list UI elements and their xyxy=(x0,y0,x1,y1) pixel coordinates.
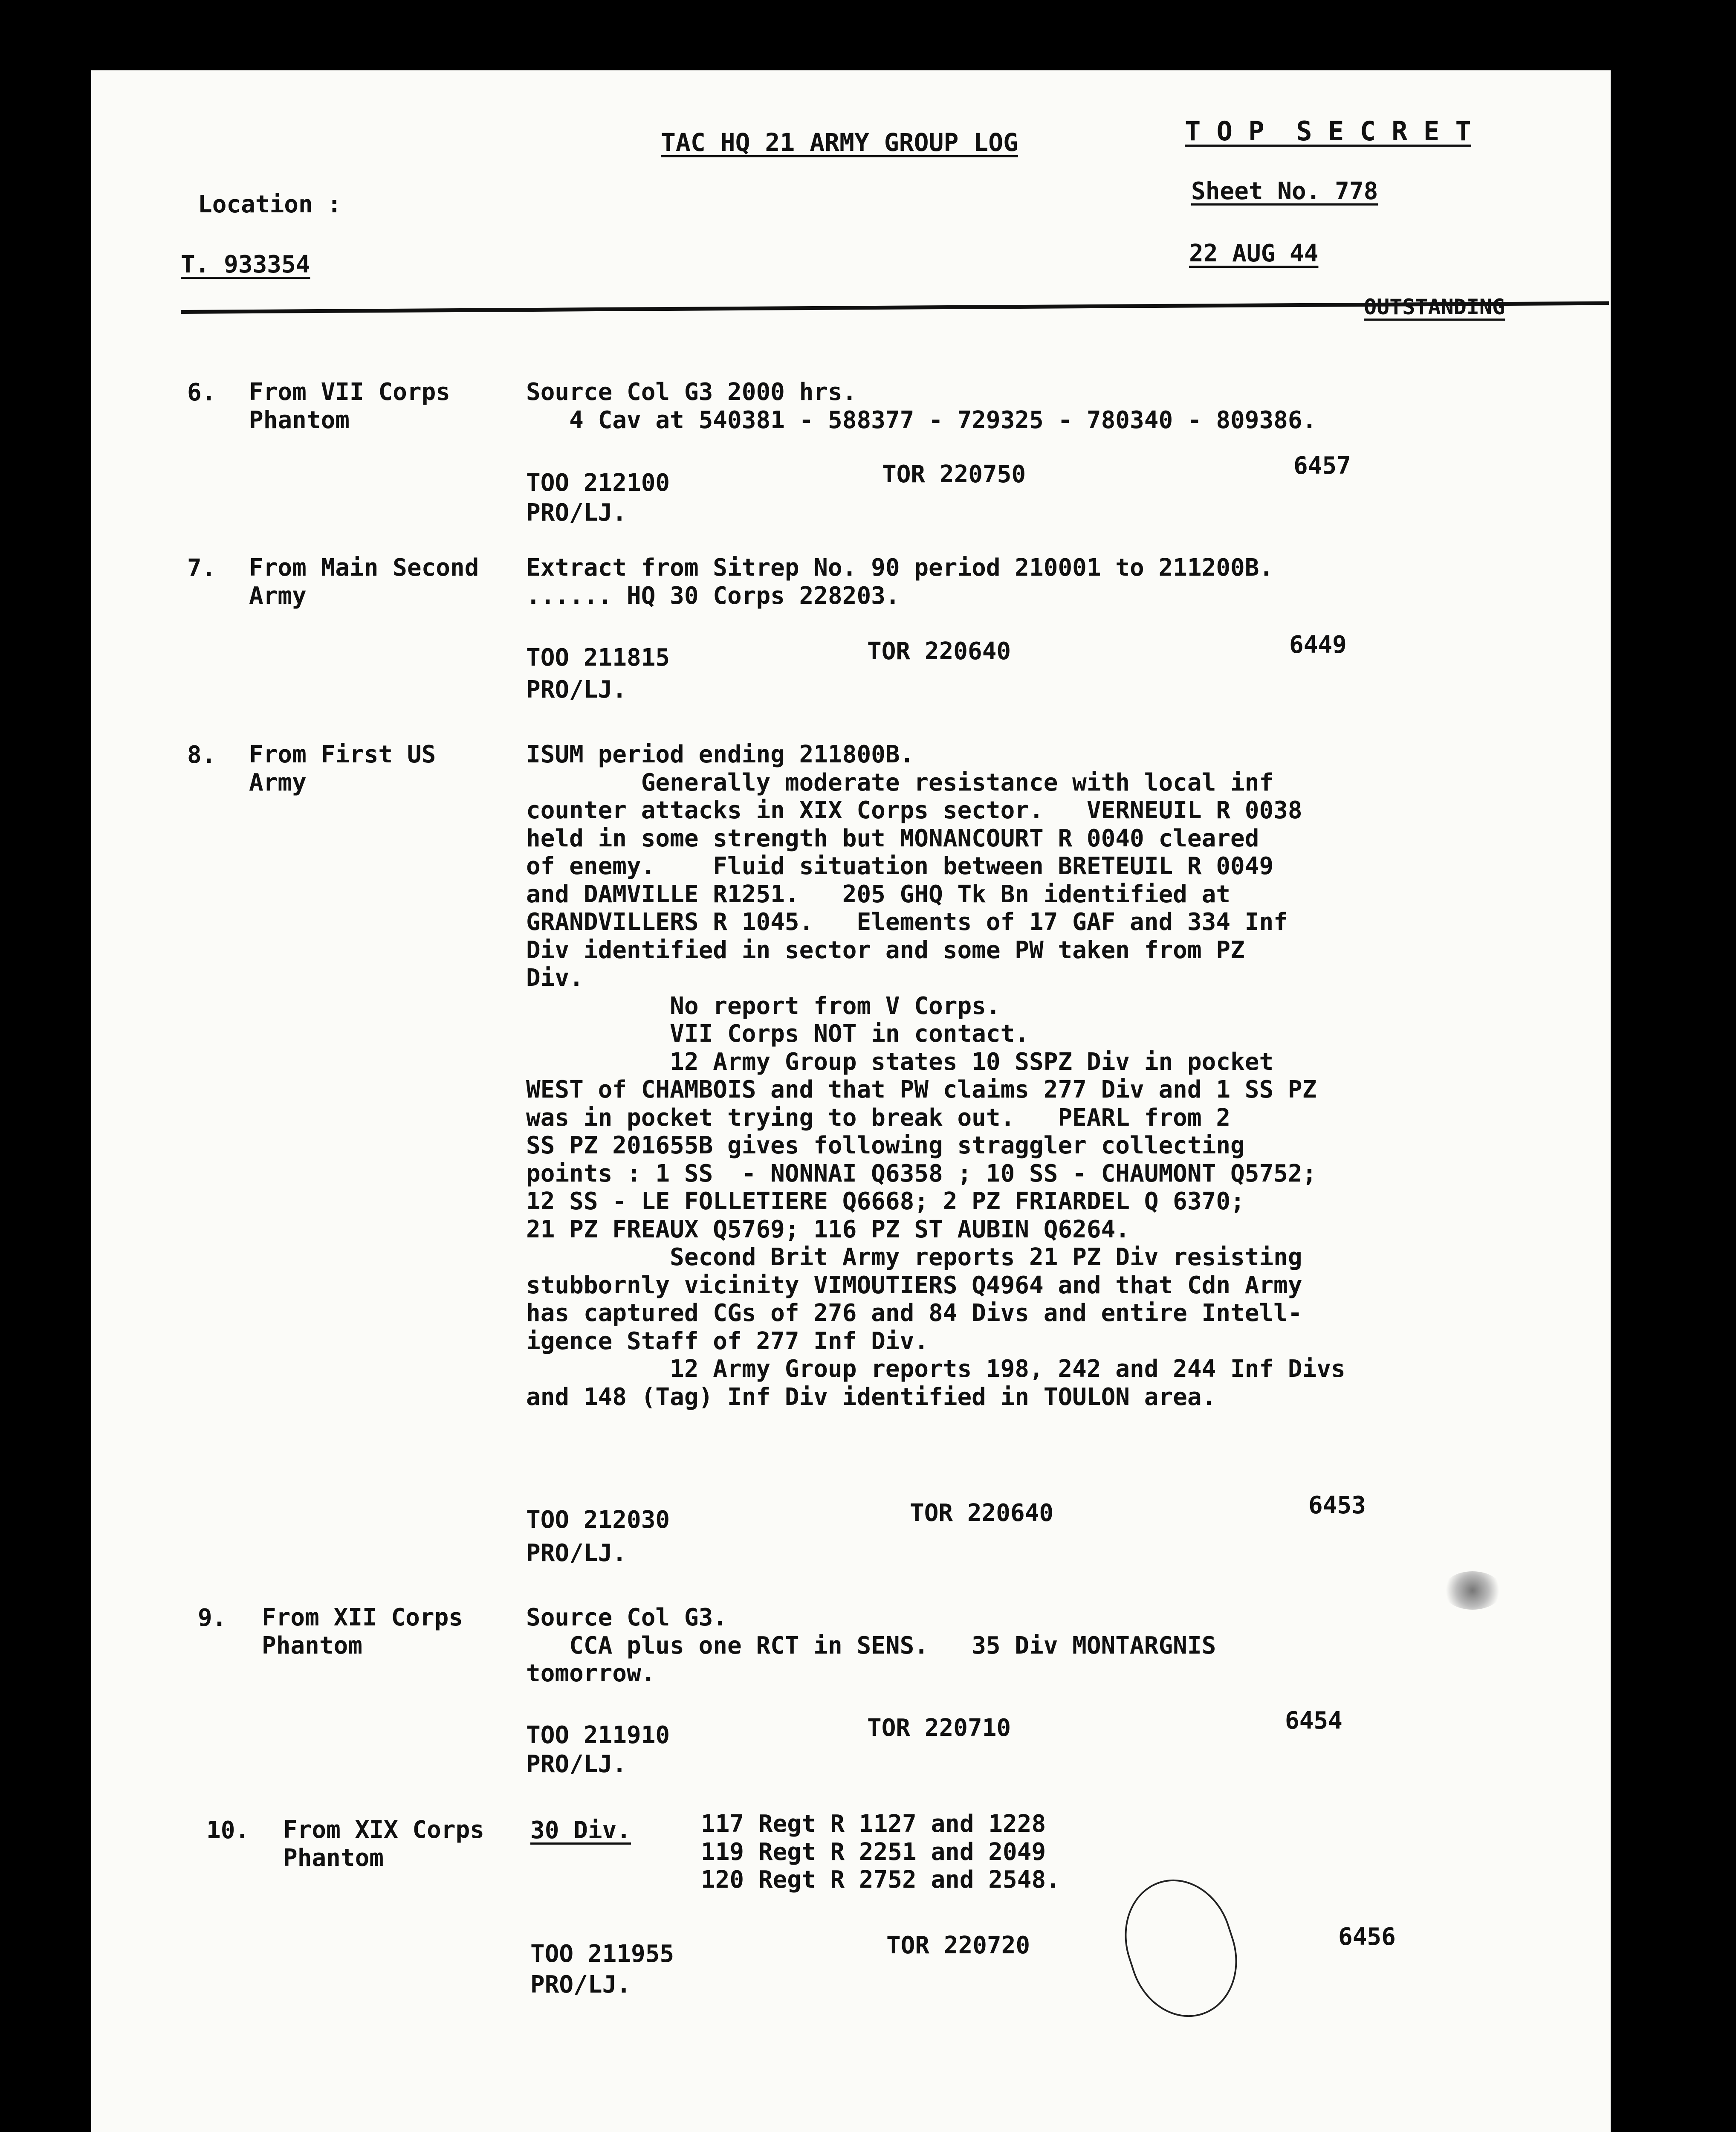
status-label: OUTSTANDING xyxy=(1364,295,1505,319)
entry-text: Source Col G3. CCA plus one RCT in SENS. 35 Div MONTARGNIS tomorrow. xyxy=(526,1604,1216,1687)
message-reference: 6449 xyxy=(1289,631,1347,659)
entry-number: 8. xyxy=(187,741,216,769)
entry-number: 10. xyxy=(206,1816,250,1844)
entry-division: 30 Div. xyxy=(530,1816,631,1844)
log-sheet xyxy=(91,70,1611,2132)
entry-source: From VII Corps Phantom xyxy=(249,378,451,434)
sheet-number: Sheet No. 778 xyxy=(1191,177,1378,205)
time-of-receipt: TOR 220640 xyxy=(910,1499,1054,1527)
entry-text: ISUM period ending 211800B. Generally moderate resistance with local inf counter attacks in XIX Corps sector. VERNEUIL R 0038 held in some strength but MONANCOURT R 0040 cleared of enemy. Fluid situation between BRETEUIL R 0049 and DAMVILLE R1251. 205 GHQ Tk Bn identified at GRANDVILLERS R 1045. Elements of 17 GAF and 334 Inf Div identified in sector and some PW taken from PZ Div. No report from V Corps. VII Corps NOT in contact. 12 Army Group states 10 SSPZ Div in pocket WEST of CHAMBOIS and that PW claims 277 Div and 1 SS PZ was in pocket trying to break out. PEARL from 2 SS PZ 201655B gives following straggler collecting points : 1 SS - NONNAI Q6358 ; 10 SS - CHAUMONT Q5752; 12 SS - LE FOLLETIERE Q6668; 2 PZ FRIARDEL Q 6370; 21 PZ FREAUX Q5769; 116 PZ ST AUBIN Q6264. Second Brit Army reports 21 PZ Div resisting stubbornly vicinity VIMOUTIERS Q4964 and that Cdn Army has captured CGs of 276 and 84 Divs and entire Intell- igence Staff of 277 Inf Div. 12 Army Group reports 198, 242 and 244 Inf Divs and 148 (Tag) Inf Div identified in TOULON area. xyxy=(526,741,1345,1411)
time-of-origin: TOO 212030 xyxy=(526,1506,670,1534)
entry-source: From XIX Corps Phantom xyxy=(283,1816,485,1872)
entry-text: Source Col G3 2000 hrs. 4 Cav at 540381 - 588377 - 729325 - 780340 - 809386. xyxy=(526,378,1317,434)
entry-source: From Main Second Army xyxy=(249,554,479,610)
message-reference: 6456 xyxy=(1338,1923,1396,1951)
entry-source: From XII Corps Phantom xyxy=(262,1604,463,1660)
entry-number: 6. xyxy=(187,379,216,406)
time-of-origin: TOO 212100 xyxy=(526,469,670,497)
pro-initials: PRO/LJ. xyxy=(526,676,627,704)
entry-number: 7. xyxy=(187,554,216,582)
pro-initials: PRO/LJ. xyxy=(526,1750,627,1778)
ink-smudge xyxy=(1443,1571,1502,1610)
message-reference: 6453 xyxy=(1308,1492,1366,1519)
pro-initials: PRO/LJ. xyxy=(526,499,627,527)
message-reference: 6454 xyxy=(1285,1707,1343,1735)
location-label: Location : xyxy=(198,191,342,218)
pro-initials: PRO/LJ. xyxy=(526,1539,627,1567)
time-of-origin: TOO 211815 xyxy=(526,644,670,672)
time-of-receipt: TOR 220720 xyxy=(886,1932,1030,1959)
time-of-receipt: TOR 220640 xyxy=(867,637,1011,665)
time-of-receipt: TOR 220750 xyxy=(882,461,1026,488)
location-value: T. 933354 xyxy=(181,251,310,278)
time-of-origin: TOO 211910 xyxy=(526,1721,670,1749)
log-title: TAC HQ 21 ARMY GROUP LOG xyxy=(661,128,1018,157)
time-of-origin: TOO 211955 xyxy=(530,1940,674,1968)
entry-number: 9. xyxy=(198,1604,227,1632)
security-classification: T O P S E C R E T xyxy=(1185,116,1471,147)
entry-source: From First US Army xyxy=(249,741,436,797)
time-of-receipt: TOR 220710 xyxy=(867,1714,1011,1742)
entry-text: 117 Regt R 1127 and 1228 119 Regt R 2251 and 2049 120 Regt R 2752 and 2548. xyxy=(701,1810,1060,1894)
message-reference: 6457 xyxy=(1293,452,1351,480)
entry-text: Extract from Sitrep No. 90 period 210001 to 211200B. ...... HQ 30 Corps 228203. xyxy=(526,554,1274,610)
ink-stamp-mark xyxy=(1109,1866,1253,2031)
pro-initials: PRO/LJ. xyxy=(530,1971,631,1999)
log-date: 22 AUG 44 xyxy=(1189,240,1319,267)
